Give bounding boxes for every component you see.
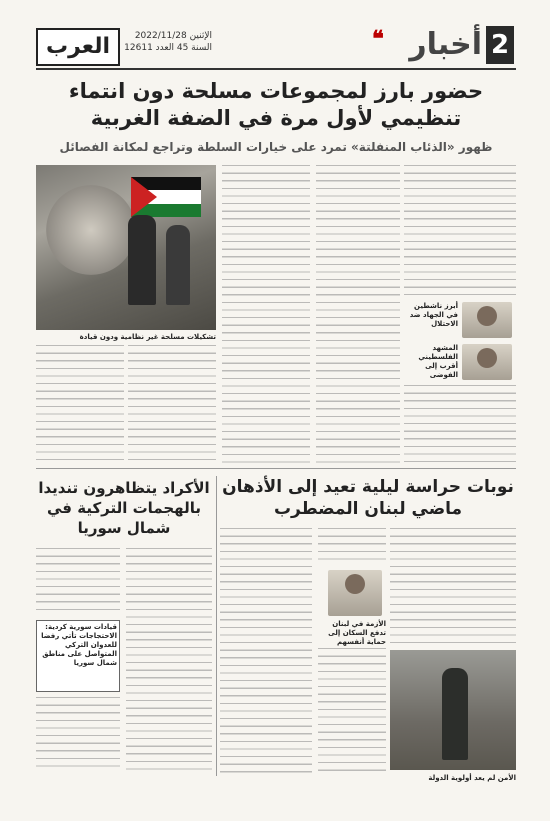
quote-icon: ❝: [372, 26, 384, 52]
highlight-box: [36, 620, 120, 692]
text-column: [318, 528, 386, 566]
figure-silhouette: [442, 668, 468, 760]
date-line: الإثنين 2022/11/28: [134, 31, 212, 41]
masthead-rule: [36, 68, 516, 70]
story3-headline: الأكراد يتظاهرون تنديدا بالهجمات التركية في شمال سوريا: [38, 479, 210, 537]
text-column: [36, 345, 124, 463]
text-column: [222, 165, 310, 463]
masthead: [0, 26, 550, 68]
text-column: [36, 697, 120, 773]
text-column: [126, 548, 212, 773]
text-column: [220, 528, 312, 773]
section-title: أخبار: [409, 27, 482, 62]
pull-quote: الأزمة في لبنان تدفع السكان إلى حماية أنفسهم: [328, 620, 386, 646]
story2-photo-caption: الأمن لم يعد أولوية الدولة: [428, 774, 516, 782]
text-column: [316, 165, 400, 463]
figure-silhouette: [166, 225, 190, 305]
issue-line: السنة 45 العدد 12611: [124, 43, 212, 53]
text-column: [404, 385, 516, 463]
page-number: 2: [486, 26, 514, 64]
publication-info: [122, 30, 212, 54]
lead-photo-caption: تشكيلات مسلحة غير نظامية ودون قيادة: [79, 333, 216, 341]
palestinian-flag-icon: [131, 177, 201, 217]
column-divider: [216, 476, 217, 776]
text-column: [128, 345, 216, 463]
newspaper-logo: العرب: [36, 28, 120, 66]
figure-silhouette: [128, 215, 156, 305]
text-column: [36, 548, 120, 616]
pull-quote: أبرز ناشطين في الجهاد ضد الاحتلال: [409, 302, 458, 328]
box-text: قيادات سورية كردية: الاحتجاجات تأتي رفضا للعدوان التركي المتواصل على مناطق شمال سوريا: [41, 623, 117, 667]
pull-quote: المشهد الفلسطيني أقرب إلى الفوضى: [418, 344, 458, 379]
section-divider: [36, 468, 516, 469]
story2-photo: [390, 650, 516, 770]
author-portrait: [462, 302, 512, 338]
story2-headline: نوبات حراسة ليلية تعيد إلى الأذهان ماضي لبنان المضطرب: [222, 477, 514, 519]
lead-subhead: ظهور «الذئاب المنفلتة» تمرد على خيارات السلطة وتراجع لمكانة الفصائل: [59, 140, 493, 154]
author-portrait: [462, 344, 512, 380]
smoke-shape: [46, 185, 136, 275]
author-portrait: [328, 570, 382, 616]
text-column: [318, 648, 386, 773]
lead-photo: [36, 165, 216, 330]
text-column: [390, 528, 516, 646]
lead-headline: حضور بارز لمجموعات مسلحة دون انتماء تنظيمي لأول مرة في الضفة الغربية: [68, 79, 484, 130]
text-column: [404, 165, 516, 295]
